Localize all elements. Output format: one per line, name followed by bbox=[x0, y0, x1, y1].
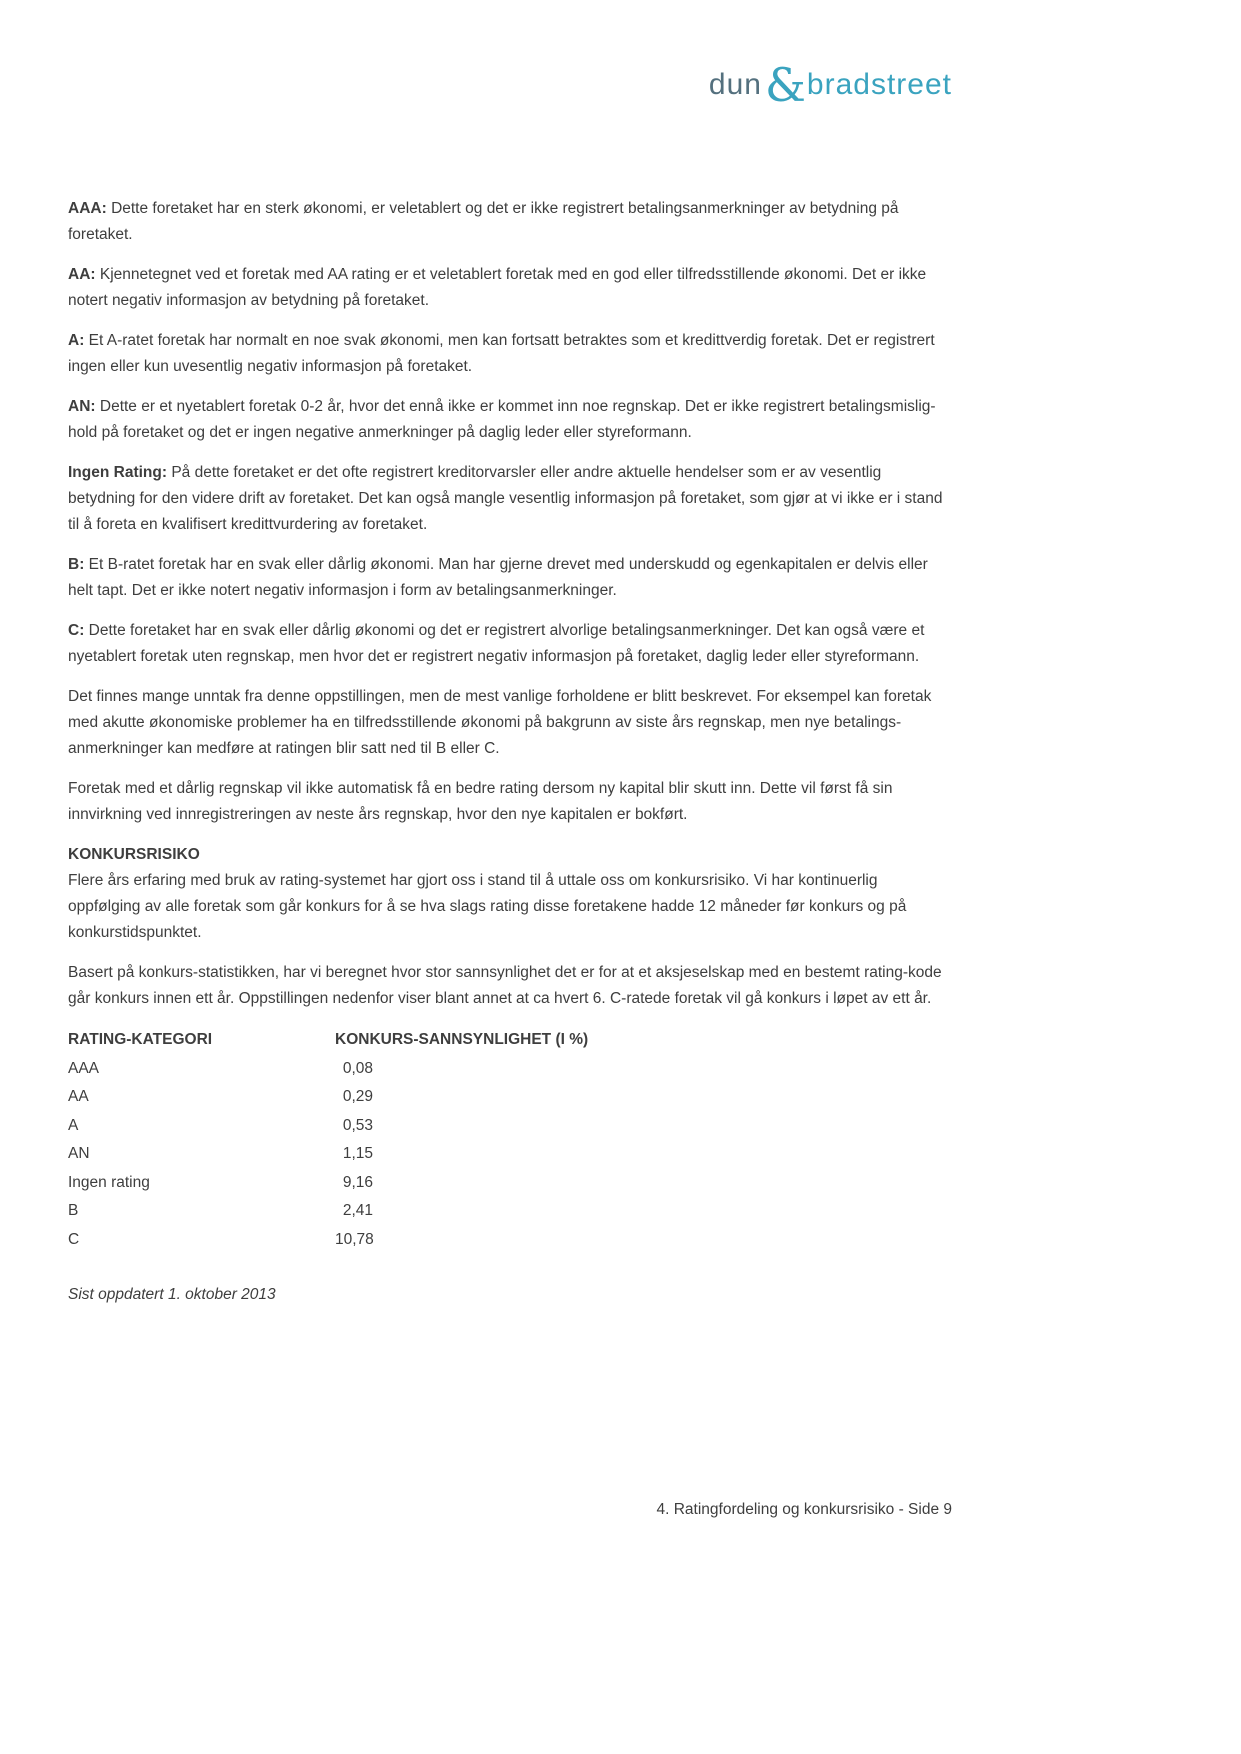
logo-dun-text: dun bbox=[708, 68, 762, 101]
table-row bbox=[68, 1055, 952, 1084]
table-row bbox=[68, 1140, 952, 1169]
rating-definition-an bbox=[68, 394, 952, 446]
table-cell-probability: 10,78 bbox=[335, 1230, 374, 1248]
table-cell-probability: 0,08 bbox=[342, 1059, 373, 1077]
rating-text-c: Dette foretaket har en svak eller dårlig økonomi og det er registrert alvorlige betalingsanmerkninger. Det kan også være et nyetablert foretak uten regnskap, men hvor det er registrert negativ informasjon på foretaket, daglig leder eller styreformann. bbox=[68, 622, 925, 665]
table-cell-category: B bbox=[68, 1202, 79, 1219]
table-cell-probability: 2,41 bbox=[342, 1202, 373, 1219]
logo-ampersand-icon: & bbox=[764, 58, 806, 112]
table-cell-probability: 1,15 bbox=[342, 1145, 373, 1162]
table-cell-probability: 0,29 bbox=[342, 1088, 373, 1105]
table-cell-category: AAA bbox=[68, 1059, 100, 1077]
rating-text-ingen-rating: På dette foretaket er det ofte registrert kreditorvarsler eller andre aktuelle hendelser som er av vesentlig betydning for den videre drift av foretaket. Det kan også mangle vesentlig informasjon på foretaket, som gjør at vi ikke er i stand til å foreta en kvalifisert kredittvurdering av foretaket. bbox=[68, 464, 943, 533]
table-cell-probability: 0,53 bbox=[342, 1116, 373, 1134]
konkursrisiko-paragraph-1: Flere års erfaring med bruk av rating-systemet har gjort oss i stand til å uttale oss om konkursrisiko. Vi har kontinuerlig oppfølging av alle foretak som går konkurs for å se hva slags rating disse foretakene hadde 12 måneder før konkurs og på konkurstidspunktet. bbox=[68, 872, 907, 941]
rating-definition-b bbox=[68, 552, 952, 604]
rating-label-an: AN: bbox=[68, 398, 96, 415]
table-row bbox=[68, 1083, 952, 1112]
rating-definition-aa bbox=[68, 262, 952, 314]
table-cell-category: AN bbox=[68, 1145, 90, 1162]
table-header-category: RATING-KATEGORI bbox=[68, 1031, 213, 1048]
note-new-capital: Foretak med et dårlig regnskap vil ikke automatisk få en bedre rating dersom ny kapital blir skutt inn. Dette vil først få sin innvirkning ved innregistreringen av neste års regnskap, hvor den nye kapitalen er bokført. bbox=[68, 780, 893, 823]
rating-text-a: Et A-ratet foretak har normalt en noe svak økonomi, men kan fortsatt betraktes som et kredittverdig foretak. Det er registrert ingen eller kun uvesentlig negativ informasjon på foretaket. bbox=[68, 332, 935, 375]
rating-definition-aaa bbox=[68, 196, 952, 248]
rating-text-b: Et B-ratet foretak har en svak eller dårlig økonomi. Man har gjerne drevet med underskudd og egenkapitalen er delvis eller helt tapt. Det er ikke notert negativ informasjon i form av betalingsanmerkninger. bbox=[68, 556, 928, 599]
document-content bbox=[68, 196, 952, 1308]
rating-label-ingen-rating: Ingen Rating: bbox=[68, 464, 168, 481]
table-row bbox=[68, 1226, 952, 1255]
table-cell-category: A bbox=[68, 1116, 79, 1134]
logo-bradstreet-text: bradstreet bbox=[806, 68, 952, 101]
rating-label-b: B: bbox=[68, 556, 85, 573]
table-row bbox=[68, 1169, 952, 1198]
table-cell-category: AA bbox=[68, 1088, 89, 1105]
rating-text-aaa: Dette foretaket har en sterk økonomi, er veletablert og det er ikke registrert betalingsanmerkninger av betydning på foretaket. bbox=[68, 200, 899, 243]
rating-definition-c bbox=[68, 618, 952, 670]
konkursrisiko-paragraph-2: Basert på konkurs-statistikken, har vi beregnet hvor stor sannsynlighet det er for at et aksjeselskap med en bestemt rating-kode går konkurs innen ett år. Oppstillingen nedenfor viser blant annet at ca hvert 6. C-ratede foretak vil gå konkurs i løpet av ett år. bbox=[68, 964, 942, 1007]
table-cell-category: C bbox=[68, 1230, 80, 1248]
table-header-probability: KONKURS-SANNSYNLIGHET (I %) bbox=[335, 1031, 589, 1048]
table-header-row bbox=[68, 1026, 952, 1055]
rating-text-aa: Kjennetegnet ved et foretak med AA rating er et veletablert foretak med en god eller tilfredsstillende økonomi. Det er ikke notert negativ informasjon av betydning på foretaket. bbox=[68, 266, 927, 309]
table-row bbox=[68, 1112, 952, 1141]
page-footer: 4. Ratingfordeling og konkursrisiko - Side 9 bbox=[656, 1501, 952, 1518]
rating-definition-a bbox=[68, 328, 952, 380]
rating-label-c: C: bbox=[68, 622, 85, 639]
last-updated-note: Sist oppdatert 1. oktober 2013 bbox=[68, 1286, 276, 1303]
table-cell-probability: 9,16 bbox=[342, 1173, 373, 1191]
rating-definition-ingen-rating bbox=[68, 460, 952, 538]
table-row bbox=[68, 1197, 952, 1226]
rating-label-aaa: AAA: bbox=[68, 200, 107, 217]
logo bbox=[68, 58, 952, 112]
table-cell-category: Ingen rating bbox=[68, 1173, 150, 1191]
note-exceptions: Det finnes mange unntak fra denne oppstillingen, men de mest vanlige forholdene er blitt beskrevet. For eksempel kan foretak med akutte økonomiske problemer ha en tilfredsstillende økonomi på bakgrunn av siste års regnskap, men nye betalings- anmerkninger kan medføre at ratingen blir satt ned til B eller C. bbox=[68, 688, 932, 757]
rating-label-a: A: bbox=[68, 332, 85, 349]
rating-probability-table bbox=[68, 1026, 952, 1254]
rating-text-an: Dette er et nyetablert foretak 0-2 år, hvor det ennå ikke er kommet inn noe regnskap. Det er ikke registrert betalingsmislig- hold på foretaket og det er ingen negative anmerkninger på daglig leder eller styreformann. bbox=[68, 398, 936, 441]
section-heading-konkursrisiko: KONKURSRISIKO bbox=[68, 846, 200, 863]
rating-label-aa: AA: bbox=[68, 266, 96, 283]
